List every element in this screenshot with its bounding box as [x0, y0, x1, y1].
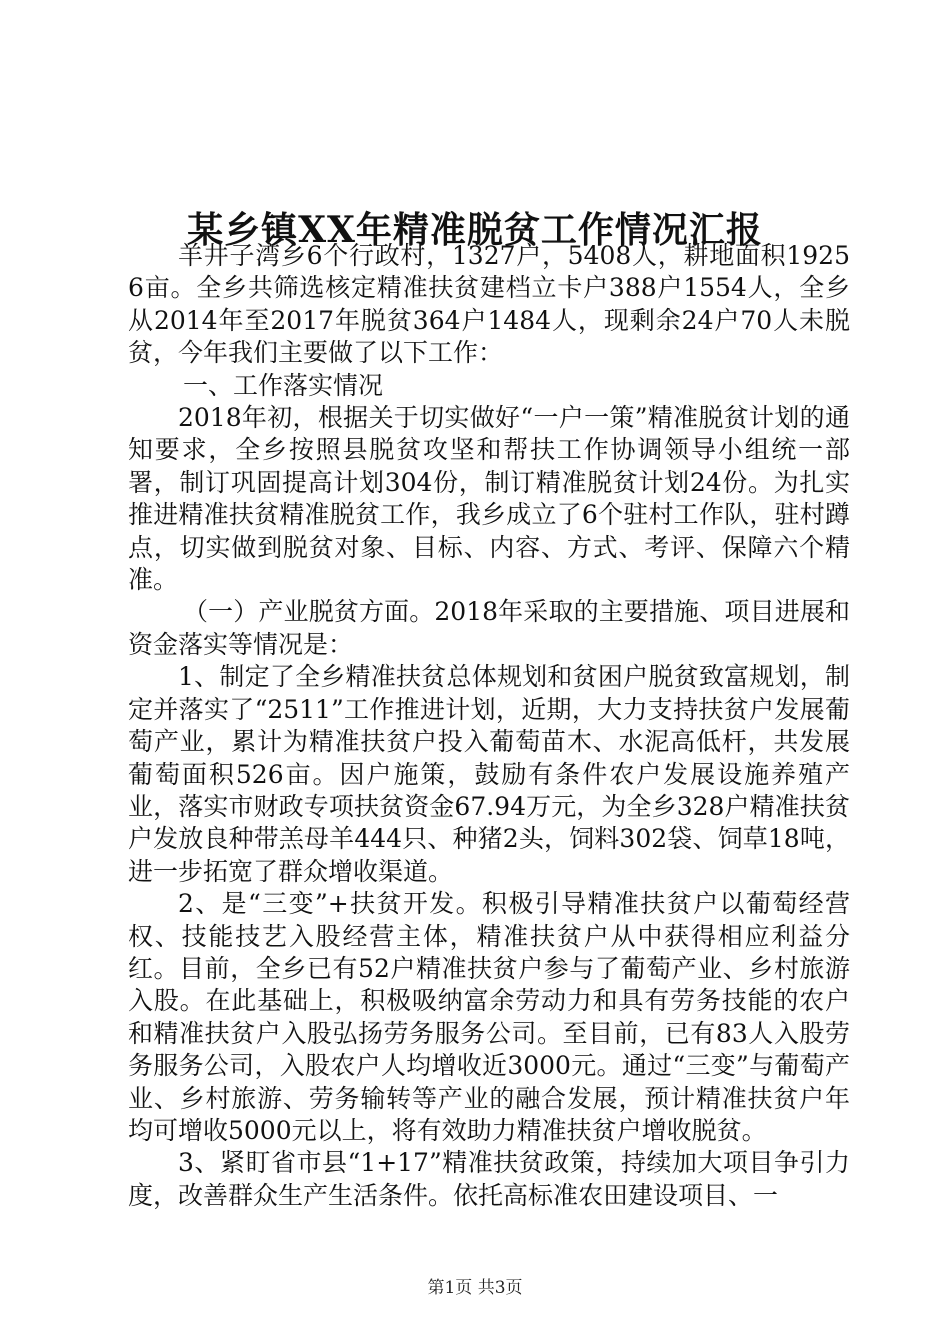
document-body	[128, 240, 850, 1212]
paragraph-item-3: 3、紧盯省市县“1+17”精准扶贫政策，持续加大项目争引力度，改善群众生产生活条件。依托高标准农田建设项目、一	[128, 1148, 850, 1210]
page-footer: 第1页 共3页	[427, 1278, 523, 1298]
document-title: 某乡镇XX年精准脱贫工作情况汇报	[187, 209, 763, 252]
paragraph-item-2: 2、是“三变”+扶贫开发。积极引导精准扶贫户以葡萄经营权、技能技艺入股经营主体，精准扶贫户从中获得相应利益分红。目前，全乡已有52户精准扶贫户参与了葡萄产业、乡村旅游入股。在此基础上，积极吸纳富余劳动力和具有劳务技能的农户和精准扶贫户入股弘扬劳务服务公司。至目前，已有83人入股劳务服务公司，入股农户人均增收近3000元。通过“三变”与葡萄产业、乡村旅游、劳务输转等产业的融合发展，预计精准扶贫户年均可增收5000元以上，将有效助力精准扶贫户增收脱贫。	[128, 889, 850, 1145]
subsection-heading-industry: （一）产业脱贫方面。2018年采取的主要措施、项目进展和资金落实等情况是：	[128, 597, 850, 659]
section-heading-work-implementation: 一、工作落实情况	[183, 370, 384, 400]
paragraph-intro: 羊井子湾乡6个行政村，1327户，5408人，耕地面积19256亩。全乡共筛选核定精准扶贫建档立卡户388户1554人，全乡从2014年至2017年脱贫364户1484人，现剩余24户70人未脱贫，今年我们主要做了以下工作：	[128, 241, 850, 368]
paragraph-2018-plan: 2018年初，根据关于切实做好“一户一策”精准脱贫计划的通知要求，全乡按照县脱贫攻坚和帮扶工作协调领导小组统一部署，制订巩固提高计划304份，制订精准脱贫计划24份。为扎实推进精准扶贫精准脱贫工作，我乡成立了6个驻村工作队，驻村蹲点，切实做到脱贫对象、目标、内容、方式、考评、保障六个精准。	[128, 403, 850, 595]
paragraph-item-1: 1、制定了全乡精准扶贫总体规划和贫困户脱贫致富规划，制定并落实了“2511”工作推进计划，近期，大力支持扶贫户发展葡萄产业，累计为精准扶贫户投入葡萄苗木、水泥高低杆，共发展葡萄面积526亩。因户施策，鼓励有条件农户发展设施养殖产业，落实市财政专项扶贫资金67.94万元，为全乡328户精准扶贫户发放良种带羔母羊444只、种猪2头，饲料302袋、饲草18吨，进一步拓宽了群众增收渠道。	[128, 662, 850, 886]
